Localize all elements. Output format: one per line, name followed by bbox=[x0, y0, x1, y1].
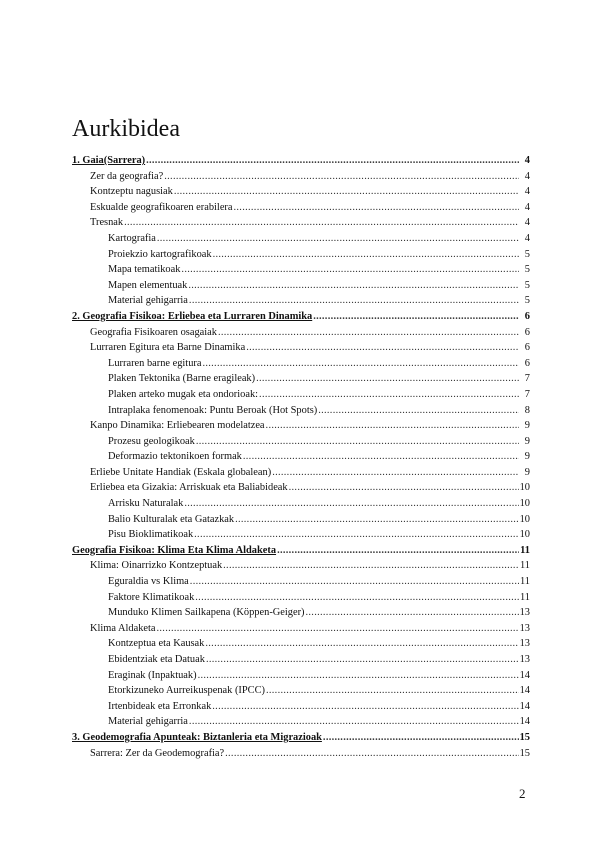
toc-entry[interactable] bbox=[72, 652, 530, 668]
dot-leader bbox=[195, 590, 519, 606]
toc-entry-title: Erliebe Unitate Handiak (Eskala globalean) bbox=[90, 466, 272, 478]
dot-leader bbox=[157, 231, 519, 247]
toc-entry[interactable] bbox=[72, 387, 530, 403]
toc-entry-title: Ebidentziak eta Datuak bbox=[108, 654, 205, 665]
toc-entry[interactable] bbox=[72, 543, 530, 559]
toc-entry-page: 4 bbox=[524, 201, 530, 213]
dot-leader bbox=[218, 325, 519, 341]
toc-entry-page: 9 bbox=[524, 435, 530, 447]
toc-entry-page: 11 bbox=[519, 591, 530, 603]
dot-leader bbox=[188, 278, 519, 294]
dot-leader bbox=[190, 574, 519, 590]
dot-leader bbox=[146, 153, 519, 169]
toc-entry-title: Tresnak bbox=[90, 217, 124, 229]
toc-entry-title: Plaken arteko mugak eta ondorioak: bbox=[108, 388, 259, 400]
dot-leader bbox=[212, 699, 518, 715]
dot-leader bbox=[266, 683, 519, 699]
dot-leader bbox=[256, 371, 519, 387]
toc-entry-title: Mapen elementuak bbox=[108, 279, 188, 291]
toc-entry[interactable] bbox=[72, 215, 530, 231]
toc-entry-title: Material gehigarria bbox=[108, 295, 188, 307]
page-number: 2 bbox=[519, 786, 526, 801]
dot-leader bbox=[313, 309, 519, 325]
toc-entry-page: 4 bbox=[524, 186, 530, 198]
dot-leader bbox=[181, 262, 519, 278]
toc-entry[interactable] bbox=[72, 590, 530, 606]
toc-entry-title: Erliebea eta Gizakia: Arriskuak eta Baliabideak bbox=[90, 482, 288, 494]
dot-leader bbox=[223, 558, 519, 574]
toc-entry-page: 6 bbox=[524, 326, 530, 338]
toc-entry[interactable] bbox=[72, 184, 530, 200]
toc-entry-page: 9 bbox=[524, 451, 530, 463]
toc-entry-title: Prozesu geologikoak bbox=[108, 435, 195, 447]
toc-entry-page: 11 bbox=[520, 544, 530, 556]
toc-entry[interactable] bbox=[72, 418, 530, 434]
dot-leader bbox=[124, 215, 519, 231]
toc-entry-page: 13 bbox=[519, 622, 530, 634]
toc-entry[interactable] bbox=[72, 340, 530, 356]
toc-entry[interactable] bbox=[72, 496, 530, 512]
toc-entry-title: Lurraren Egitura eta Barne Dinamika bbox=[90, 342, 246, 354]
toc-entry-title: Klima: Oinarrizko Kontzeptuak bbox=[90, 560, 223, 572]
toc-entry-page: 5 bbox=[524, 295, 530, 307]
toc-entry-title: Etorkizuneko Aurreikuspenak (IPCC) bbox=[108, 685, 265, 697]
toc-entry[interactable] bbox=[72, 231, 530, 247]
toc-entry-title: Material gehigarria bbox=[108, 716, 188, 728]
toc-entry[interactable] bbox=[72, 200, 530, 216]
toc-entry-title: Balio Kulturalak eta Gatazkak bbox=[108, 513, 235, 525]
toc-entry-page: 7 bbox=[524, 373, 530, 385]
toc-entry[interactable] bbox=[72, 621, 530, 637]
toc-entry[interactable] bbox=[72, 403, 530, 419]
toc-entry-page: 10 bbox=[519, 482, 530, 494]
toc-entry[interactable] bbox=[72, 449, 530, 465]
toc-entry[interactable] bbox=[72, 465, 530, 481]
dot-leader bbox=[194, 527, 518, 543]
toc-entry-page: 6 bbox=[524, 342, 530, 354]
toc-entry[interactable] bbox=[72, 605, 530, 621]
toc-entry-page: 13 bbox=[519, 638, 530, 650]
dot-leader bbox=[323, 730, 519, 746]
toc-entry[interactable] bbox=[72, 527, 530, 543]
dot-leader bbox=[189, 293, 519, 309]
toc-entry-page: 15 bbox=[519, 747, 530, 759]
toc-entry[interactable] bbox=[72, 278, 530, 294]
toc-entry-page: 11 bbox=[519, 560, 530, 572]
toc-entry-page: 8 bbox=[524, 404, 530, 416]
dot-leader bbox=[243, 449, 519, 465]
toc-entry-page: 6 bbox=[524, 310, 530, 322]
toc-entry-page: 14 bbox=[519, 685, 530, 697]
toc-entry[interactable] bbox=[72, 434, 530, 450]
toc-entry-title: Munduko Klimen Sailkapena (Köppen-Geiger) bbox=[108, 607, 305, 619]
toc-entry-title: Sarrera: Zer da Geodemografia? bbox=[90, 747, 225, 759]
toc-entry-page: 5 bbox=[524, 279, 530, 291]
toc-entry-page: 11 bbox=[519, 576, 530, 588]
toc-entry[interactable] bbox=[72, 746, 530, 762]
toc-entry-title: Eskualde geografikoaren erabilera bbox=[90, 201, 233, 213]
toc-entry-title: Faktore Klimatikoak bbox=[108, 591, 195, 603]
toc-entry[interactable] bbox=[72, 309, 530, 325]
toc-entry-page: 10 bbox=[519, 529, 530, 541]
toc-entry-page: 7 bbox=[524, 388, 530, 400]
toc-entry-title: Kontzeptu nagusiak bbox=[90, 186, 173, 198]
toc-entry-title: Irtenbideak eta Erronkak bbox=[108, 700, 212, 712]
toc-entry[interactable] bbox=[72, 247, 530, 263]
dot-leader bbox=[289, 480, 519, 496]
toc-entry-title: Kontzeptua eta Kausak bbox=[108, 638, 205, 650]
dot-leader bbox=[189, 714, 519, 730]
toc-entry-page: 5 bbox=[524, 264, 530, 276]
toc-entry-page: 10 bbox=[519, 513, 530, 525]
toc-entry-title: 1. Gaia(Sarrera) bbox=[72, 155, 146, 166]
dot-leader bbox=[213, 247, 519, 263]
dot-leader bbox=[202, 356, 519, 372]
dot-leader bbox=[318, 403, 519, 419]
toc-entry[interactable] bbox=[72, 293, 530, 309]
dot-leader bbox=[235, 512, 519, 528]
toc-entry[interactable] bbox=[72, 699, 530, 715]
toc-entry-title: 3. Geodemografia Apunteak: Biztanleria eta Migrazioak bbox=[72, 731, 322, 743]
toc-entry[interactable] bbox=[72, 262, 530, 278]
dot-leader bbox=[266, 418, 519, 434]
dot-leader bbox=[246, 340, 519, 356]
toc-entry-title: Intraplaka fenomenoak: Puntu Beroak (Hot Spots) bbox=[108, 404, 318, 416]
toc-entry-page: 6 bbox=[524, 357, 530, 369]
toc-entry-page: 5 bbox=[524, 248, 530, 260]
toc-entry-page: 13 bbox=[519, 607, 530, 619]
dot-leader bbox=[306, 605, 519, 621]
toc-entry-page: 4 bbox=[524, 155, 530, 166]
dot-leader bbox=[184, 496, 518, 512]
toc-entry-page: 14 bbox=[519, 700, 530, 712]
toc-entry-title: Lurraren barne egitura bbox=[108, 357, 202, 369]
toc-entry[interactable] bbox=[72, 636, 530, 652]
table-of-contents bbox=[72, 153, 530, 761]
toc-entry-title: Plaken Tektonika (Barne eragileak) bbox=[108, 373, 256, 385]
toc-entry-page: 15 bbox=[519, 731, 530, 743]
dot-leader bbox=[272, 465, 519, 481]
toc-entry[interactable] bbox=[72, 153, 530, 169]
toc-entry[interactable] bbox=[72, 325, 530, 341]
dot-leader bbox=[277, 543, 519, 559]
toc-entry[interactable] bbox=[72, 169, 530, 185]
toc-entry[interactable] bbox=[72, 714, 530, 730]
toc-entry[interactable] bbox=[72, 558, 530, 574]
toc-entry-title: Klima Aldaketa bbox=[90, 622, 156, 634]
dot-leader bbox=[196, 434, 519, 450]
toc-entry-title: Mapa tematikoak bbox=[108, 264, 181, 276]
toc-entry-page: 4 bbox=[524, 232, 530, 244]
toc-entry-page: 9 bbox=[524, 466, 530, 478]
toc-entry-title: Kanpo Dinamika: Erliebearen modelatzea bbox=[90, 420, 265, 432]
toc-entry[interactable] bbox=[72, 480, 530, 496]
toc-entry[interactable] bbox=[72, 730, 530, 746]
page-title: Aurkibidea bbox=[72, 116, 180, 142]
toc-entry[interactable] bbox=[72, 574, 530, 590]
toc-entry-title: Zer da geografia? bbox=[90, 170, 164, 182]
dot-leader bbox=[164, 169, 519, 185]
dot-leader bbox=[225, 746, 518, 762]
toc-entry-title: Eraginak (Inpaktuak) bbox=[108, 669, 197, 681]
toc-entry-title: 2. Geografia Fisikoa: Erliebea eta Lurraren Dinamika bbox=[72, 310, 313, 322]
toc-entry-title: Geografia Fisikoaren osagaiak bbox=[90, 326, 217, 338]
toc-entry[interactable] bbox=[72, 512, 530, 528]
toc-entry[interactable] bbox=[72, 683, 530, 699]
toc-entry[interactable] bbox=[72, 356, 530, 372]
toc-entry-page: 4 bbox=[524, 170, 530, 182]
toc-entry-title: Pisu Bioklimatikoak bbox=[108, 529, 194, 541]
dot-leader bbox=[174, 184, 519, 200]
toc-entry-page: 14 bbox=[519, 669, 530, 681]
toc-entry[interactable] bbox=[72, 371, 530, 387]
dot-leader bbox=[259, 387, 519, 403]
dot-leader bbox=[234, 200, 519, 216]
toc-entry[interactable] bbox=[72, 668, 530, 684]
toc-entry-title: Geografia Fisikoa: Klima Eta Klima Aldaketa bbox=[72, 544, 277, 556]
toc-entry-page: 13 bbox=[519, 654, 530, 665]
dot-leader bbox=[157, 621, 519, 637]
toc-entry-page: 9 bbox=[524, 420, 530, 432]
toc-entry-title: Deformazio tektonikoen formak bbox=[108, 451, 242, 463]
dot-leader bbox=[198, 668, 519, 684]
toc-entry-page: 4 bbox=[524, 217, 530, 229]
toc-entry-title: Kartografia bbox=[108, 232, 156, 244]
toc-entry-title: Proiekzio kartografikoak bbox=[108, 248, 212, 260]
toc-entry-page: 10 bbox=[519, 498, 530, 510]
toc-entry-page: 14 bbox=[519, 716, 530, 728]
dot-leader bbox=[206, 652, 519, 668]
dot-leader bbox=[205, 636, 518, 652]
toc-entry-title: Eguraldia vs Klima bbox=[108, 576, 189, 588]
toc-entry-title: Arrisku Naturalak bbox=[108, 498, 184, 510]
